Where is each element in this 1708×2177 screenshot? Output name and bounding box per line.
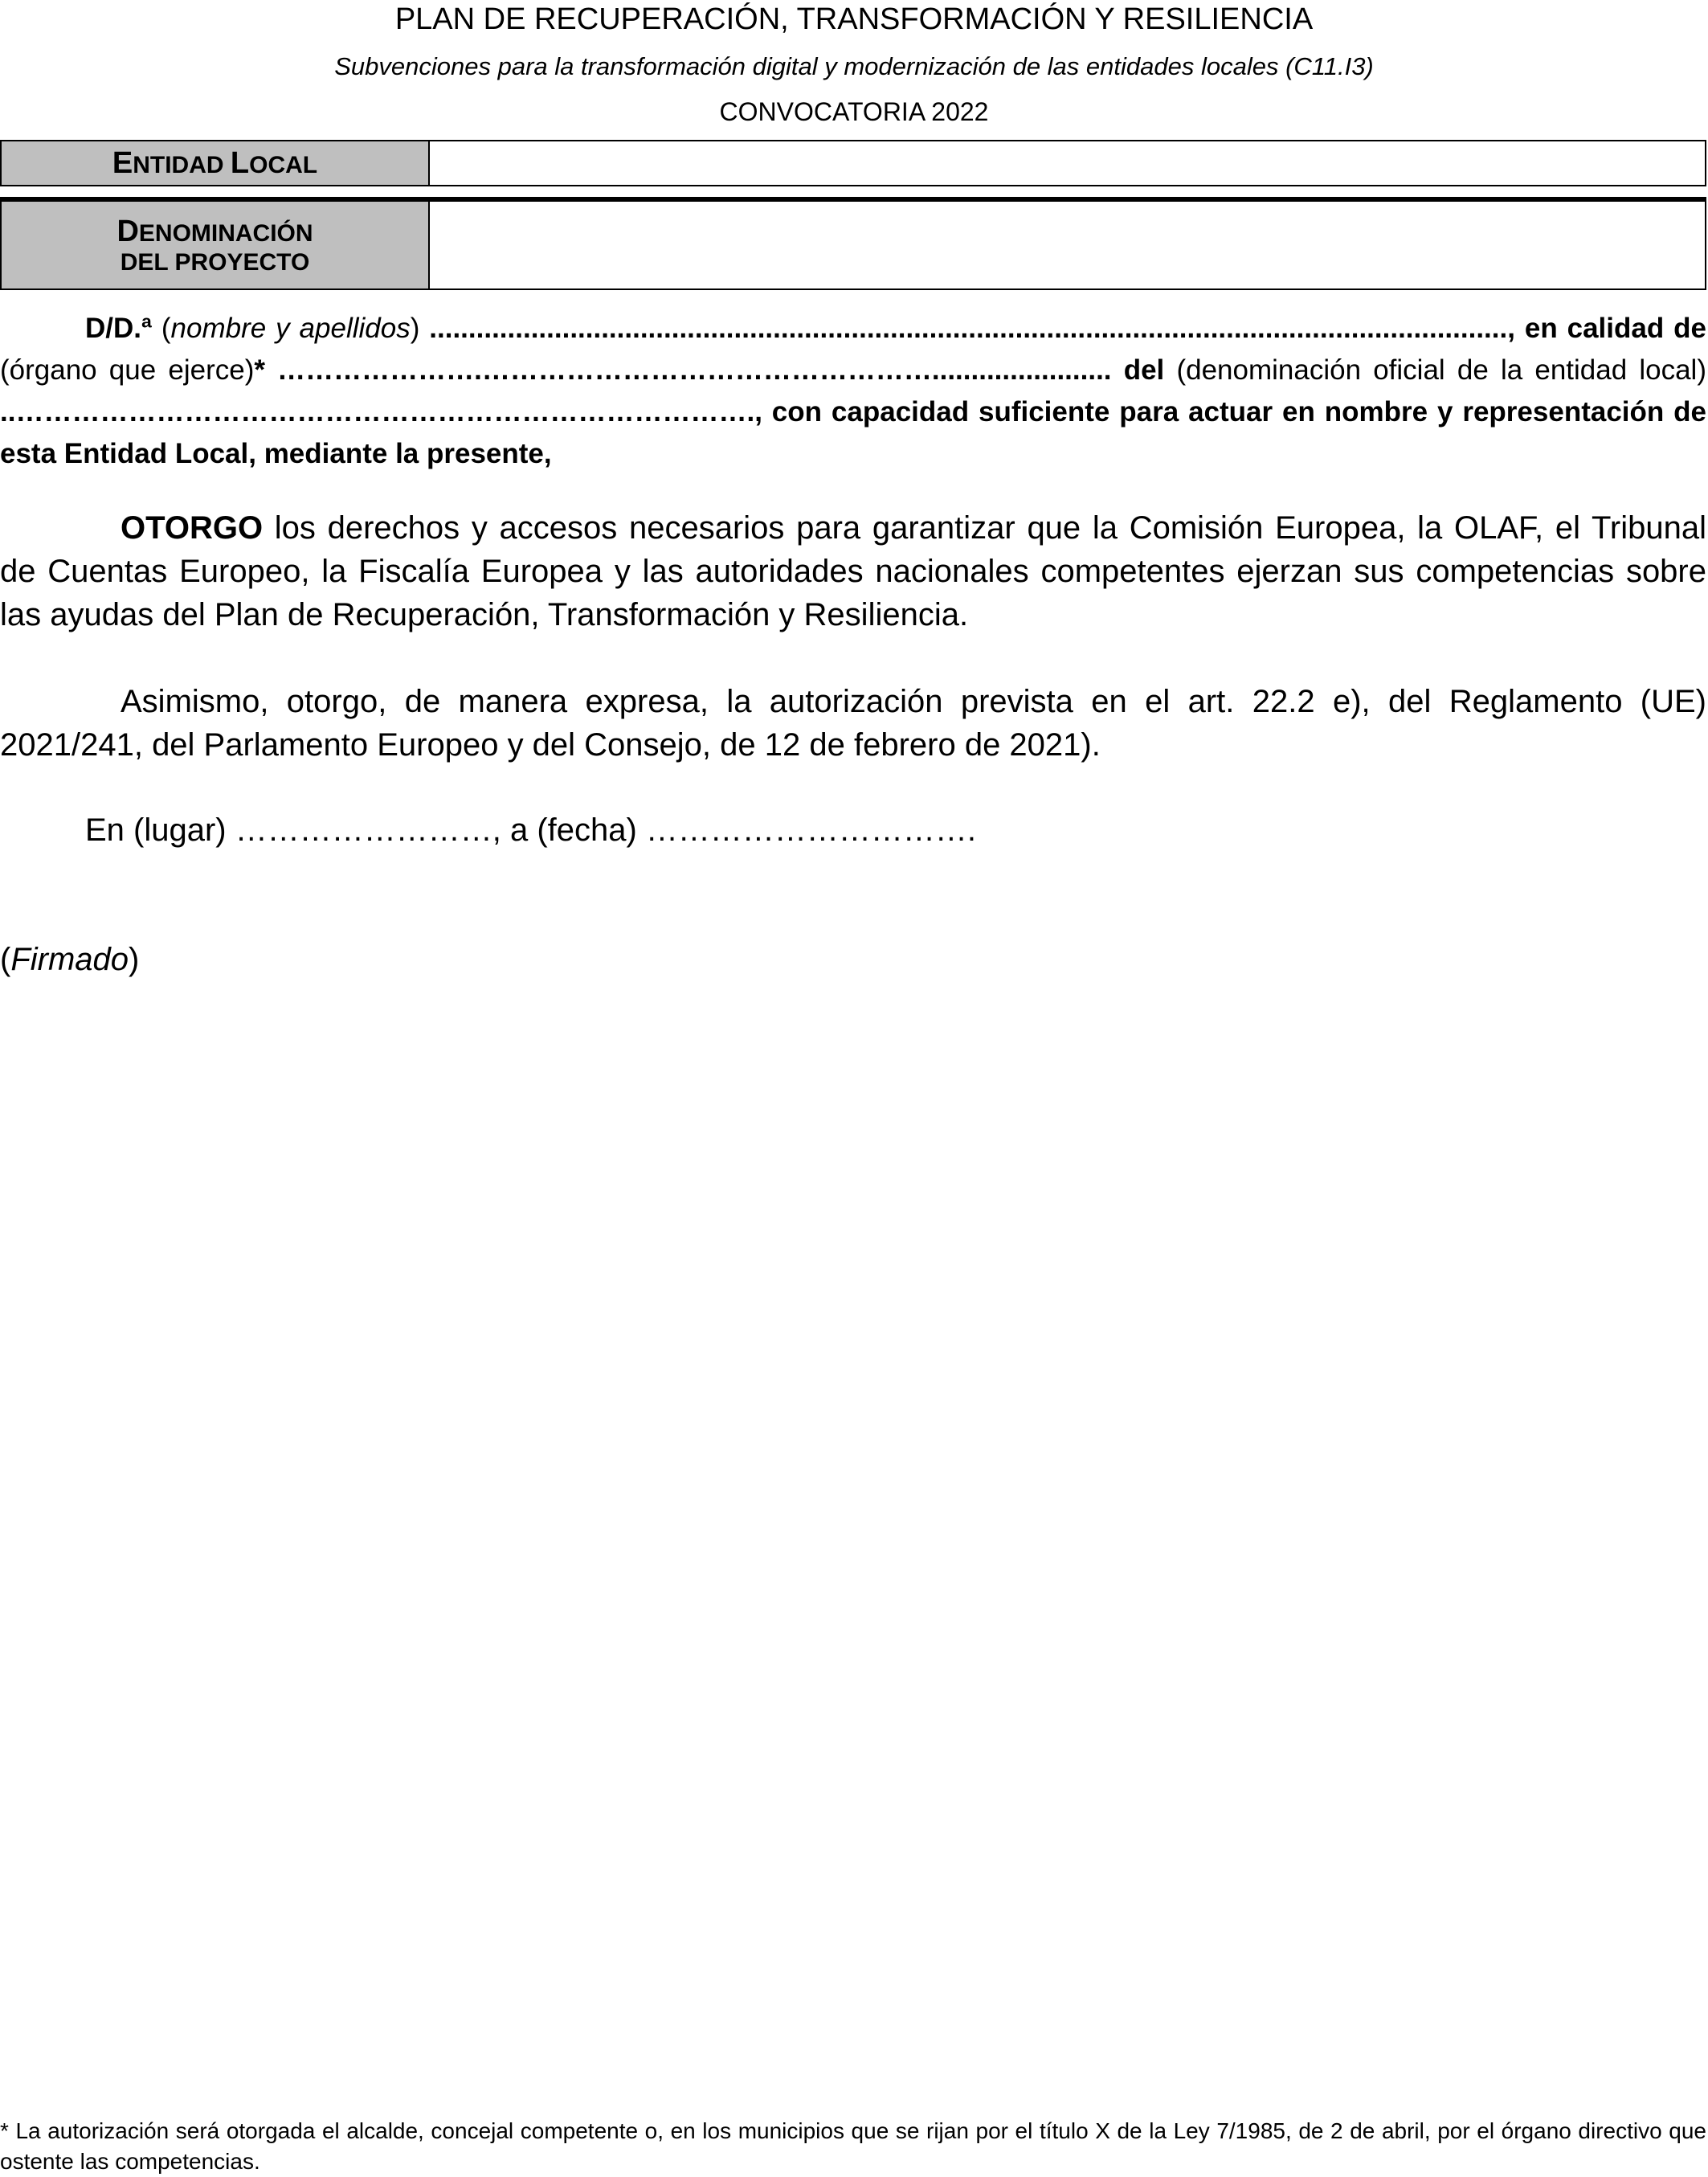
denominacion-label: DENOMINACIÓN DEL PROYECTO (2, 202, 430, 288)
footnote: * La autorización será otorgada el alcalde, concejal competente o, en los municipios que se rijan por el título X de la Ley 7/1985, de 2 de abril, por el órgano directivo que ostente las competencias. (0, 2118, 1706, 2174)
nombre-placeholder: nombre y apellidos (170, 313, 411, 344)
nombre-blank[interactable]: .........................................................................................................................................., (429, 313, 1515, 344)
calidad-label: en calidad de (1524, 313, 1706, 344)
entidad-local-field[interactable] (430, 141, 1705, 185)
dd-label: D/D.ª (85, 313, 152, 344)
declaration-paragraph: D/D.ª (nombre y apellidos) .........................................................................................................................................., en calidad de (órgano que ejerce)* ………………….…………………………………………....................... del (denominación oficial de la entidad local) ..……………………………………………………………………., con capacidad suficiente para actuar en nombre y representación de esta Entidad Local, mediante la presente, (0, 313, 1706, 469)
document-title: PLAN DE RECUPERACIÓN, TRANSFORMACIÓN Y RESILIENCIA (394, 2, 1314, 36)
otorgo-keyword: OTORGO (121, 510, 264, 546)
signature-line: (Firmado) (0, 942, 140, 977)
organo-blank[interactable]: ………………….…………………………………………....................... (264, 354, 1112, 386)
lugar-fecha-line[interactable]: En (lugar) ……………………, a (fecha) …………………………. (85, 812, 977, 848)
document-subtitle: Subvenciones para la transformación digital y modernización de las entidades locales (C11.I3) (334, 52, 1374, 80)
asimismo-paragraph: Asimismo, otorgo, de manera expresa, la autorización prevista en el art. 22.2 e), del Reglamento (UE) 2021/241, del Parlamento Europeo y del Consejo, de 12 de febrero de 2021). (0, 684, 1706, 763)
asterisk-mark: * (254, 354, 265, 386)
entidad-local-row (0, 140, 1706, 186)
otorgo-paragraph: OTORGO los derechos y accesos necesarios para garantizar que la Comisión Europea, la OLAF, el Tribunal de Cuentas Europeo, la Fiscalía Europea y las autoridades nacionales competentes ejerzan sus competencias sobre las ayudas del Plan de Recuperación, Transformación y Resiliencia. (0, 510, 1706, 632)
denominacion-row (0, 200, 1706, 290)
entidad-local-label: ENTIDAD LOCAL (2, 141, 430, 185)
denominacion-field[interactable] (430, 202, 1705, 288)
entidad-blank[interactable]: ..……………………………………………………………………. (0, 396, 755, 428)
convocatoria-label: CONVOCATORIA 2022 (719, 97, 989, 126)
